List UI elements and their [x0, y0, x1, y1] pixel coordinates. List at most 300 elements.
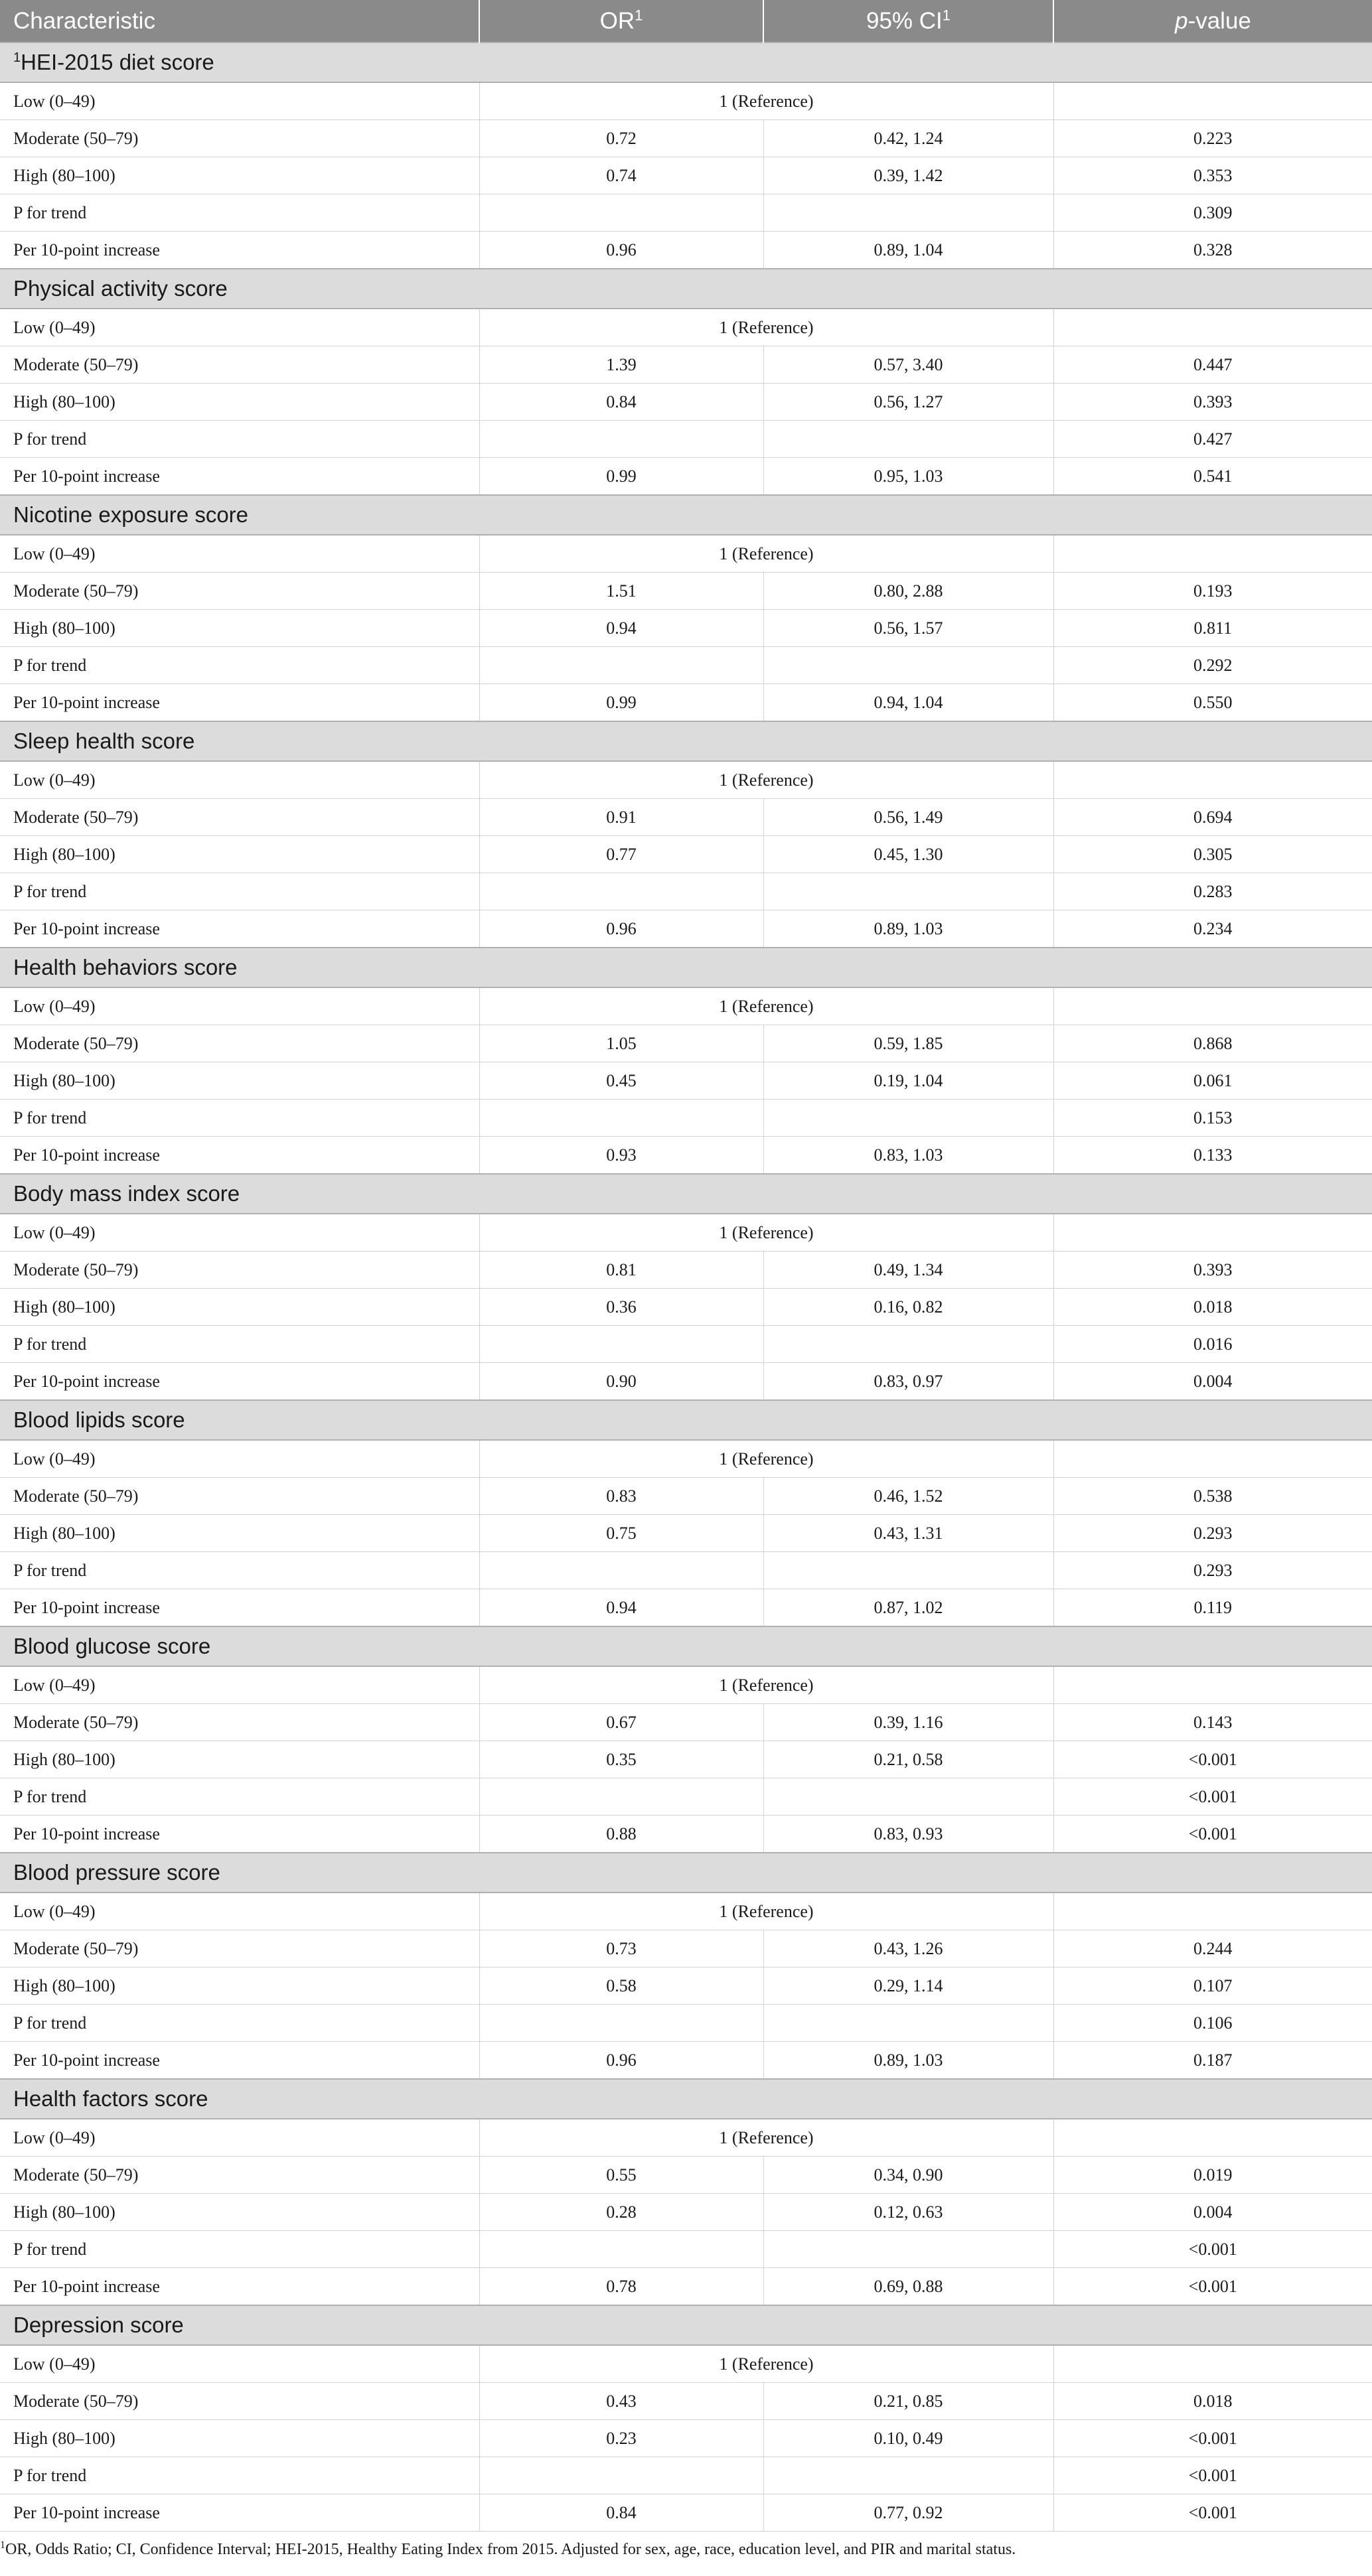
section-title-text: Health behaviors score: [13, 955, 238, 979]
p-value-cell: 0.309: [1053, 194, 1372, 232]
row-label: High (80–100): [0, 384, 479, 421]
p-value-cell: 0.393: [1053, 1252, 1372, 1289]
section-title: [0, 1174, 1372, 1214]
table-row: [0, 1363, 1372, 1401]
section-title-text: Health factors score: [13, 2086, 208, 2111]
footnote-superscript: 1: [0, 2540, 5, 2551]
section-title: [0, 495, 1372, 535]
row-label: Moderate (50–79): [0, 120, 479, 157]
table-row: [0, 873, 1372, 910]
p-value-cell: [1053, 987, 1372, 1025]
p-value-cell: 0.393: [1053, 384, 1372, 421]
header-or-superscript: 1: [635, 6, 643, 23]
or-cell: 0.58: [479, 1968, 763, 2005]
reference-cell: 1 (Reference): [479, 1893, 1053, 1930]
section-title-text: Nicotine exposure score: [13, 502, 249, 527]
or-cell: [479, 2231, 763, 2268]
p-value-cell: [1053, 761, 1372, 799]
ci-cell: 0.89, 1.03: [763, 2042, 1053, 2080]
p-value-cell: <0.001: [1053, 2420, 1372, 2457]
p-value-cell: [1053, 1440, 1372, 1478]
section-title-text: Depression score: [13, 2313, 184, 2337]
p-value-cell: <0.001: [1053, 2494, 1372, 2532]
table-row: [0, 309, 1372, 346]
ci-cell: 0.21, 0.58: [763, 1741, 1053, 1778]
ci-cell: [763, 421, 1053, 458]
section-title-text: Blood glucose score: [13, 1634, 211, 1658]
table-row: [0, 2005, 1372, 2042]
table-row: [0, 421, 1372, 458]
section-title-text: Blood lipids score: [13, 1407, 185, 1432]
or-cell: 0.45: [479, 1062, 763, 1100]
or-cell: 0.43: [479, 2383, 763, 2420]
ci-cell: [763, 2457, 1053, 2494]
table-row: [0, 2042, 1372, 2080]
header-characteristic: [0, 0, 479, 42]
p-value-cell: 0.694: [1053, 799, 1372, 836]
p-value-cell: 0.292: [1053, 647, 1372, 684]
p-value-cell: 0.283: [1053, 873, 1372, 910]
row-label: Moderate (50–79): [0, 1252, 479, 1289]
p-value-cell: 0.193: [1053, 573, 1372, 610]
row-label: High (80–100): [0, 836, 479, 873]
header-ci-label: 95% CI: [866, 7, 943, 34]
table-row: [0, 910, 1372, 948]
row-label: Moderate (50–79): [0, 1478, 479, 1515]
or-cell: 0.35: [479, 1741, 763, 1778]
section-header-row: [0, 42, 1372, 82]
p-value-cell: 0.447: [1053, 346, 1372, 384]
row-label: P for trend: [0, 194, 479, 232]
section-title: [0, 1400, 1372, 1440]
section-header-row: [0, 721, 1372, 761]
section-title-text: HEI-2015 diet score: [21, 50, 214, 74]
section-header-row: [0, 2305, 1372, 2345]
or-cell: 0.28: [479, 2194, 763, 2231]
or-cell: 0.90: [479, 1363, 763, 1401]
p-value-cell: <0.001: [1053, 1778, 1372, 1816]
row-label: High (80–100): [0, 1062, 479, 1100]
row-label: Low (0–49): [0, 1666, 479, 1704]
or-cell: [479, 194, 763, 232]
p-value-cell: <0.001: [1053, 2457, 1372, 2494]
ci-cell: 0.16, 0.82: [763, 1289, 1053, 1326]
or-cell: 0.88: [479, 1816, 763, 1853]
ci-cell: 0.77, 0.92: [763, 2494, 1053, 2532]
or-cell: 0.96: [479, 910, 763, 948]
p-value-cell: <0.001: [1053, 2231, 1372, 2268]
row-label: P for trend: [0, 2231, 479, 2268]
row-label: Per 10-point increase: [0, 684, 479, 722]
p-value-cell: 0.004: [1053, 2194, 1372, 2231]
row-label: Per 10-point increase: [0, 458, 479, 496]
table-row: [0, 2494, 1372, 2532]
row-label: P for trend: [0, 2457, 479, 2494]
p-value-cell: 0.244: [1053, 1930, 1372, 1968]
or-cell: 0.83: [479, 1478, 763, 1515]
or-cell: 0.78: [479, 2268, 763, 2306]
ci-cell: 0.43, 1.31: [763, 1515, 1053, 1552]
ci-cell: 0.56, 1.27: [763, 384, 1053, 421]
table-row: [0, 1930, 1372, 1968]
table-row: [0, 610, 1372, 647]
table-row: [0, 1440, 1372, 1478]
table-row: [0, 2345, 1372, 2383]
row-label: Per 10-point increase: [0, 2268, 479, 2306]
header-row: [0, 0, 1372, 42]
section-title: [0, 721, 1372, 761]
ci-cell: 0.39, 1.16: [763, 1704, 1053, 1741]
row-label: Low (0–49): [0, 2119, 479, 2157]
section-title-text: Physical activity score: [13, 276, 228, 301]
header-characteristic-label: Characteristic: [13, 7, 155, 34]
table-row: [0, 1478, 1372, 1515]
table-row: [0, 2457, 1372, 2494]
p-value-cell: 0.016: [1053, 1326, 1372, 1363]
ci-cell: [763, 2231, 1053, 2268]
row-label: Low (0–49): [0, 535, 479, 573]
p-value-cell: [1053, 535, 1372, 573]
ci-cell: 0.95, 1.03: [763, 458, 1053, 496]
table-row: [0, 1289, 1372, 1326]
reference-cell: 1 (Reference): [479, 309, 1053, 346]
or-cell: 0.75: [479, 1515, 763, 1552]
or-cell: [479, 421, 763, 458]
table-row: [0, 2157, 1372, 2194]
section-header-row: [0, 948, 1372, 987]
row-label: Low (0–49): [0, 1893, 479, 1930]
header-ci: [763, 0, 1053, 42]
table-body: [0, 42, 1372, 2532]
section-title-text: Sleep health score: [13, 729, 195, 753]
or-cell: 0.96: [479, 232, 763, 269]
section-title: [0, 2305, 1372, 2345]
row-label: Low (0–49): [0, 2345, 479, 2383]
ci-cell: 0.87, 1.02: [763, 1589, 1053, 1627]
p-value-cell: 0.868: [1053, 1025, 1372, 1062]
row-label: Low (0–49): [0, 82, 479, 120]
ci-cell: [763, 873, 1053, 910]
reference-cell: 1 (Reference): [479, 761, 1053, 799]
table-row: [0, 1025, 1372, 1062]
or-cell: 1.39: [479, 346, 763, 384]
or-cell: 0.99: [479, 684, 763, 722]
ci-cell: [763, 1552, 1053, 1589]
table-row: [0, 120, 1372, 157]
section-title: [0, 2079, 1372, 2119]
table-row: [0, 232, 1372, 269]
or-cell: 0.23: [479, 2420, 763, 2457]
header-or: [479, 0, 763, 42]
row-label: High (80–100): [0, 1968, 479, 2005]
section-title-text: Blood pressure score: [13, 1860, 220, 1885]
table-row: [0, 1893, 1372, 1930]
ci-cell: [763, 2005, 1053, 2042]
row-label: Moderate (50–79): [0, 2157, 479, 2194]
reference-cell: 1 (Reference): [479, 82, 1053, 120]
table-row: [0, 2231, 1372, 2268]
or-cell: [479, 1552, 763, 1589]
p-value-cell: [1053, 1893, 1372, 1930]
ci-cell: 0.19, 1.04: [763, 1062, 1053, 1100]
section-title: [0, 948, 1372, 987]
p-value-cell: <0.001: [1053, 2268, 1372, 2306]
ci-cell: 0.57, 3.40: [763, 346, 1053, 384]
ci-cell: 0.56, 1.49: [763, 799, 1053, 836]
row-label: High (80–100): [0, 1515, 479, 1552]
row-label: High (80–100): [0, 157, 479, 194]
table-header: [0, 0, 1372, 42]
p-value-cell: [1053, 82, 1372, 120]
p-value-cell: 0.550: [1053, 684, 1372, 722]
row-label: Moderate (50–79): [0, 1930, 479, 1968]
ci-cell: 0.12, 0.63: [763, 2194, 1053, 2231]
table-row: [0, 987, 1372, 1025]
p-value-cell: <0.001: [1053, 1816, 1372, 1853]
or-cell: 1.05: [479, 1025, 763, 1062]
or-cell: [479, 1778, 763, 1816]
header-p-italic: p: [1175, 7, 1188, 34]
ci-cell: 0.56, 1.57: [763, 610, 1053, 647]
reference-cell: 1 (Reference): [479, 1440, 1053, 1478]
or-cell: 0.93: [479, 1137, 763, 1175]
ci-cell: [763, 1100, 1053, 1137]
reference-cell: 1 (Reference): [479, 1214, 1053, 1252]
or-cell: 0.99: [479, 458, 763, 496]
p-value-cell: 0.018: [1053, 1289, 1372, 1326]
ci-cell: 0.69, 0.88: [763, 2268, 1053, 2306]
p-value-cell: 0.061: [1053, 1062, 1372, 1100]
reference-cell: 1 (Reference): [479, 535, 1053, 573]
row-label: P for trend: [0, 1326, 479, 1363]
row-label: Per 10-point increase: [0, 1816, 479, 1853]
table-row: [0, 1515, 1372, 1552]
table-row: [0, 836, 1372, 873]
or-cell: [479, 873, 763, 910]
p-value-cell: 0.427: [1053, 421, 1372, 458]
row-label: Moderate (50–79): [0, 1025, 479, 1062]
or-cell: 0.36: [479, 1289, 763, 1326]
section-header-row: [0, 2079, 1372, 2119]
table-row: [0, 346, 1372, 384]
ci-cell: 0.21, 0.85: [763, 2383, 1053, 2420]
p-value-cell: 0.223: [1053, 120, 1372, 157]
or-cell: 0.96: [479, 2042, 763, 2080]
section-header-row: [0, 269, 1372, 309]
p-value-cell: 0.293: [1053, 1515, 1372, 1552]
table-row: [0, 1100, 1372, 1137]
p-value-cell: 0.293: [1053, 1552, 1372, 1589]
or-cell: 0.74: [479, 157, 763, 194]
table-row: [0, 1589, 1372, 1627]
ci-cell: 0.94, 1.04: [763, 684, 1053, 722]
table-row: [0, 1968, 1372, 2005]
or-cell: 0.94: [479, 610, 763, 647]
reference-cell: 1 (Reference): [479, 987, 1053, 1025]
row-label: P for trend: [0, 2005, 479, 2042]
table-row: [0, 384, 1372, 421]
p-value-cell: 0.811: [1053, 610, 1372, 647]
p-value-cell: 0.018: [1053, 2383, 1372, 2420]
row-label: P for trend: [0, 1778, 479, 1816]
p-value-cell: 0.143: [1053, 1704, 1372, 1741]
ci-cell: 0.43, 1.26: [763, 1930, 1053, 1968]
table-row: [0, 1137, 1372, 1175]
row-label: Moderate (50–79): [0, 573, 479, 610]
ci-cell: 0.59, 1.85: [763, 1025, 1053, 1062]
row-label: Low (0–49): [0, 987, 479, 1025]
row-label: Per 10-point increase: [0, 2494, 479, 2532]
p-value-cell: 0.004: [1053, 1363, 1372, 1401]
section-title: [0, 1626, 1372, 1666]
row-label: Moderate (50–79): [0, 346, 479, 384]
table-row: [0, 799, 1372, 836]
row-label: P for trend: [0, 421, 479, 458]
or-cell: 0.81: [479, 1252, 763, 1289]
section-title-superscript: 1: [13, 50, 21, 65]
p-value-cell: <0.001: [1053, 1741, 1372, 1778]
table-row: [0, 1778, 1372, 1816]
section-title: [0, 42, 1372, 82]
table-row: [0, 1816, 1372, 1853]
ci-cell: 0.83, 0.97: [763, 1363, 1053, 1401]
row-label: Low (0–49): [0, 1440, 479, 1478]
ci-cell: 0.39, 1.42: [763, 157, 1053, 194]
ci-cell: 0.89, 1.03: [763, 910, 1053, 948]
p-value-cell: 0.107: [1053, 1968, 1372, 2005]
row-label: Low (0–49): [0, 1214, 479, 1252]
row-label: Moderate (50–79): [0, 799, 479, 836]
or-cell: 0.72: [479, 120, 763, 157]
p-value-cell: 0.353: [1053, 157, 1372, 194]
table-row: [0, 2383, 1372, 2420]
row-label: Moderate (50–79): [0, 1704, 479, 1741]
table-row: [0, 82, 1372, 120]
header-p-rest: -value: [1187, 7, 1251, 34]
table-row: [0, 194, 1372, 232]
p-value-cell: 0.019: [1053, 2157, 1372, 2194]
ci-cell: 0.89, 1.04: [763, 232, 1053, 269]
table-row: [0, 1214, 1372, 1252]
ci-cell: [763, 1778, 1053, 1816]
p-value-cell: 0.187: [1053, 2042, 1372, 2080]
ci-cell: 0.46, 1.52: [763, 1478, 1053, 1515]
header-ci-superscript: 1: [942, 6, 951, 23]
section-header-row: [0, 1853, 1372, 1893]
ci-cell: 0.42, 1.24: [763, 120, 1053, 157]
section-title: [0, 269, 1372, 309]
row-label: High (80–100): [0, 610, 479, 647]
table-row: [0, 2194, 1372, 2231]
section-header-row: [0, 495, 1372, 535]
table-row: [0, 1552, 1372, 1589]
or-cell: 1.51: [479, 573, 763, 610]
or-cell: [479, 1326, 763, 1363]
section-title-text: Body mass index score: [13, 1181, 240, 1206]
table-row: [0, 761, 1372, 799]
p-value-cell: 0.133: [1053, 1137, 1372, 1175]
ci-cell: 0.80, 2.88: [763, 573, 1053, 610]
row-label: Per 10-point increase: [0, 1589, 479, 1627]
reference-cell: 1 (Reference): [479, 2345, 1053, 2383]
row-label: Low (0–49): [0, 309, 479, 346]
or-cell: 0.94: [479, 1589, 763, 1627]
section-title: [0, 1853, 1372, 1893]
row-label: Per 10-point increase: [0, 1137, 479, 1175]
ci-cell: [763, 194, 1053, 232]
table-row: [0, 535, 1372, 573]
or-cell: 0.84: [479, 2494, 763, 2532]
header-or-label: OR: [599, 7, 635, 34]
header-p-value: [1053, 0, 1372, 42]
or-cell: [479, 2457, 763, 2494]
row-label: P for trend: [0, 1100, 479, 1137]
p-value-cell: 0.106: [1053, 2005, 1372, 2042]
row-label: Per 10-point increase: [0, 1363, 479, 1401]
table-row: [0, 1326, 1372, 1363]
p-value-cell: 0.305: [1053, 836, 1372, 873]
or-cell: 0.91: [479, 799, 763, 836]
table-row: [0, 2119, 1372, 2157]
row-label: P for trend: [0, 647, 479, 684]
p-value-cell: [1053, 309, 1372, 346]
footnote-text: OR, Odds Ratio; CI, Confidence Interval; HEI-2015, Healthy Eating Index from 2015. Adjusted for sex, age, race, education level, and PIR and marital status.: [5, 2541, 1016, 2558]
section-header-row: [0, 1626, 1372, 1666]
or-cell: 0.84: [479, 384, 763, 421]
reference-cell: 1 (Reference): [479, 1666, 1053, 1704]
row-label: High (80–100): [0, 2194, 479, 2231]
ci-cell: [763, 1326, 1053, 1363]
ci-cell: 0.10, 0.49: [763, 2420, 1053, 2457]
reference-cell: 1 (Reference): [479, 2119, 1053, 2157]
p-value-cell: 0.538: [1053, 1478, 1372, 1515]
section-header-row: [0, 1400, 1372, 1440]
section-header-row: [0, 1174, 1372, 1214]
or-cell: 0.77: [479, 836, 763, 873]
table-row: [0, 157, 1372, 194]
or-cell: 0.55: [479, 2157, 763, 2194]
ci-cell: 0.83, 1.03: [763, 1137, 1053, 1175]
or-cell: 0.67: [479, 1704, 763, 1741]
table-row: [0, 1704, 1372, 1741]
ci-cell: 0.29, 1.14: [763, 1968, 1053, 2005]
row-label: P for trend: [0, 1552, 479, 1589]
row-label: Moderate (50–79): [0, 2383, 479, 2420]
table-footnote: [0, 2532, 1372, 2559]
ci-cell: 0.34, 0.90: [763, 2157, 1053, 2194]
row-label: Per 10-point increase: [0, 2042, 479, 2080]
table-row: [0, 2268, 1372, 2306]
row-label: Per 10-point increase: [0, 232, 479, 269]
row-label: High (80–100): [0, 1741, 479, 1778]
p-value-cell: [1053, 2119, 1372, 2157]
p-value-cell: [1053, 1214, 1372, 1252]
ci-cell: [763, 647, 1053, 684]
row-label: High (80–100): [0, 1289, 479, 1326]
table-row: [0, 1252, 1372, 1289]
row-label: Low (0–49): [0, 761, 479, 799]
table-row: [0, 684, 1372, 722]
ci-cell: 0.83, 0.93: [763, 1816, 1053, 1853]
table-row: [0, 458, 1372, 496]
p-value-cell: 0.541: [1053, 458, 1372, 496]
table-row: [0, 647, 1372, 684]
or-cell: [479, 2005, 763, 2042]
p-value-cell: 0.119: [1053, 1589, 1372, 1627]
table-row: [0, 1741, 1372, 1778]
p-value-cell: [1053, 2345, 1372, 2383]
p-value-cell: 0.153: [1053, 1100, 1372, 1137]
